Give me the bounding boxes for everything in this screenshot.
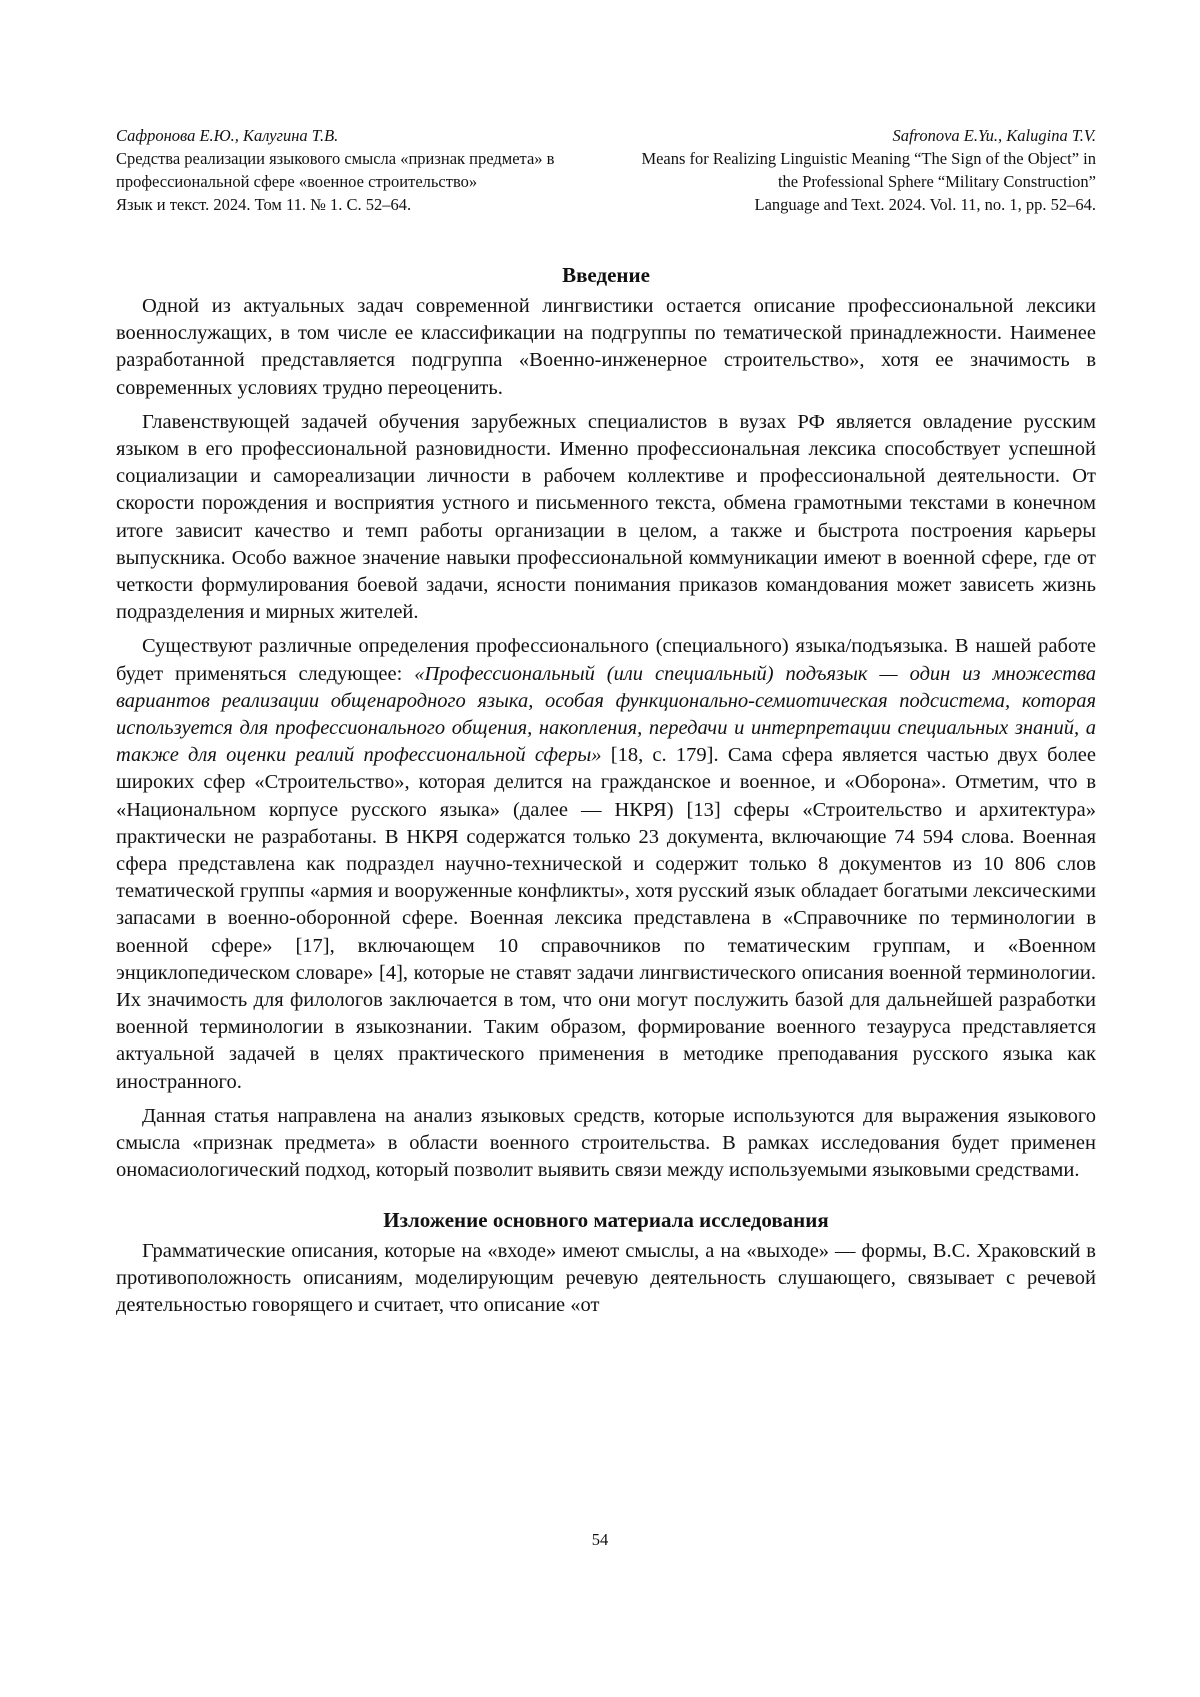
header-authors-ru: Сафронова Е.Ю., Калугина Т.В. (116, 124, 586, 147)
header-left-russian (116, 124, 586, 216)
paragraph-1: Одной из актуальных задач современной лингвистики остается описание профессиональной лексики военнослужащих, в том числе ее классификации на подгруппы по тематической принадлежности. Наименее разработанной представляется подгруппа «Военно-инженерное строительство», хотя ее значимость в современных условиях трудно переоценить. (116, 293, 1096, 402)
paragraph-4: Данная статья направлена на анализ языковых средств, которые используются для выражения языкового смысла «признак предмета» в области военного строительства. В рамках исследования будет применен ономасиологический подход, который позволит выявить связи между используемыми языковыми средствами. (116, 1103, 1096, 1185)
article-body (116, 262, 1096, 1326)
running-header (116, 124, 1096, 216)
header-title-en: Means for Realizing Linguistic Meaning “The Sign of the Object” in the Professional Sphere “Military Construction” (626, 147, 1096, 193)
paragraph-2: Главенствующей задачей обучения зарубежных специалистов в вузах РФ является овладение русским языком в его профессиональной разновидности. Именно профессиональная лексика способствует успешной социализации и самореализации личности в рабочем коллективе и профессиональной деятельности. От скорости порождения и восприятия устного и письменного текста, обмена грамотными текстами в конечном итоге зависит качество и темп работы организации в целом, а также и быстрота построения карьеры выпускника. Особо важное значение навыки профессиональной коммуникации имеют в военной сфере, где от четкости формулирования боевой задачи, ясности понимания приказов командования может зависеть жизнь подразделения и мирных жителей. (116, 409, 1096, 627)
header-title-ru: Средства реализации языкового смысла «признак предмета» в профессиональной сфере «военное строительство» (116, 147, 586, 193)
paragraph-3 (116, 633, 1096, 1095)
header-right-english (626, 124, 1096, 216)
page-number: 54 (0, 1530, 1200, 1550)
section-heading-main-material: Изложение основного материала исследования (116, 1207, 1096, 1234)
paragraph-5: Грамматические описания, которые на «входе» имеют смыслы, а на «выходе» — формы, В.С. Храковский в противоположность описаниям, моделирующим речевую деятельность слушающего, связывает с речевой деятельностью говорящего и считает, что описание «от (116, 1238, 1096, 1320)
paragraph-3-end: [18, с. 179]. Сама сфера является частью двух более широких сфер «Строительство», которая делится на гражданское и военное, и «Оборона». Отметим, что в «Национальном корпусе русского языка» (далее — НКРЯ) [13] сферы «Строительство и архитектура» практически не разработаны. В НКРЯ содержатся только 23 документа, включающие 74 594 слова. Военная сфера представлена как подраздел научно-технической и содержит только 8 документов из 10 806 слов тематической группы «армия и вооруженные конфликты», хотя русский язык обладает богатыми лексическими запасами в военно-оборонной сфере. Военная лексика представлена в «Справочнике по терминологии в военной сфере» [17], включающем 10 справочников по тематическим группам, и «Военном энциклопедическом словаре» [4], которые не ставят задачи лингвистического описания военной терминологии. Их значимость для филологов заключается в том, что они могут послужить базой для дальнейшей разработки военной терминологии в языкознании. Таким образом, формирование военного тезауруса представляется актуальной задачей в целях практического применения в методике преподавания русского языка как иностранного. (116, 744, 1096, 1092)
paragraph-3-start: Существуют различные определения профессионального (специального) языка/подъязыка. В нашей работе будет применяться следующее: (116, 635, 1096, 684)
header-authors-en: Safronova E.Yu., Kalugina T.V. (626, 124, 1096, 147)
header-citation-ru: Язык и текст. 2024. Том 11. № 1. С. 52–64. (116, 193, 586, 216)
page (0, 0, 1200, 1697)
header-citation-en: Language and Text. 2024. Vol. 11, no. 1, pp. 52–64. (626, 193, 1096, 216)
section-heading-introduction: Введение (116, 262, 1096, 289)
definition-quote: «Профессиональный (или специальный) подъязык — один из множества вариантов реализации общенародного языка, особая функционально-семиотическая подсистема, которая используется для профессионального общения, накопления, передачи и интерпретации специальных знаний, а также для оценки реалий профессиональной сферы» (116, 663, 1096, 767)
